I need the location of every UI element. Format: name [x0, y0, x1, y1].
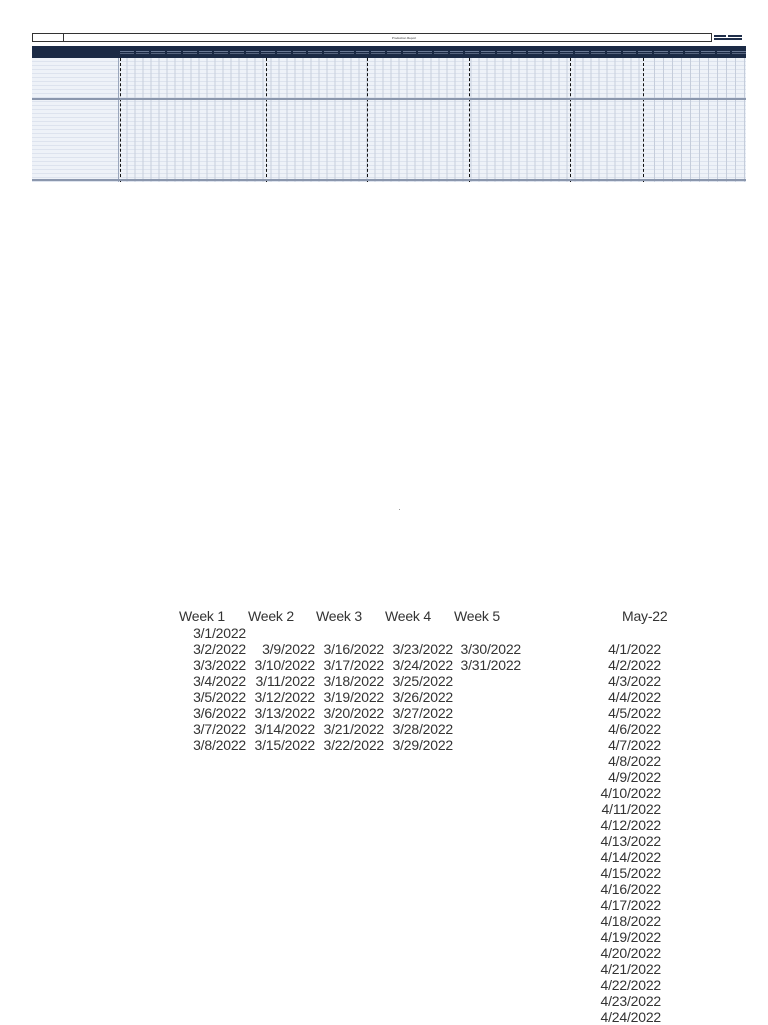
week-date-cell: 3/10/2022 [254, 657, 315, 673]
week-divider [570, 58, 571, 182]
month-date-cell: 4/23/2022 [600, 993, 661, 1009]
week-header: Week 2 [248, 608, 295, 624]
sheet-title: Production Report [391, 36, 417, 40]
sheet-title-bar [32, 33, 745, 42]
week-date-cell: 3/8/2022 [193, 737, 246, 753]
week-header: Week 1 [179, 608, 226, 624]
week-date-cell: 3/12/2022 [254, 689, 315, 705]
week-date-cell: 3/18/2022 [323, 673, 384, 689]
sheet-summary-columns [646, 58, 746, 182]
week-date-cell: 3/6/2022 [193, 705, 246, 721]
sheet-band-row [32, 98, 746, 100]
week-date-cell: 3/17/2022 [323, 657, 384, 673]
week-date-cell: 3/24/2022 [392, 657, 453, 673]
month-date-cell: 4/22/2022 [600, 977, 661, 993]
sheet-column-headers [120, 50, 746, 56]
week-date-cell: 3/1/2022 [193, 625, 246, 641]
month-date-cell: 4/8/2022 [608, 753, 661, 769]
week-date-cell: 3/26/2022 [392, 689, 453, 705]
month-date-cell: 4/1/2022 [608, 641, 661, 657]
sheet-title-left-cell [33, 34, 64, 41]
sheet-row-labels [32, 58, 119, 182]
month-date-cell: 4/20/2022 [600, 945, 661, 961]
month-date-cell: 4/12/2022 [600, 817, 661, 833]
month-header: May-22 [622, 608, 668, 624]
month-date-cell: 4/6/2022 [608, 721, 661, 737]
week-divider [643, 58, 644, 182]
week-divider [266, 58, 267, 182]
week-date-cell: 3/7/2022 [193, 721, 246, 737]
month-date-cell: 4/5/2022 [608, 705, 661, 721]
week-date-cell: 3/11/2022 [255, 673, 315, 689]
sheet-band-row [32, 179, 746, 181]
month-date-cell: 4/3/2022 [608, 673, 661, 689]
spreadsheet-thumbnail [32, 33, 746, 183]
week-date-cell: 3/21/2022 [323, 721, 384, 737]
sheet-number-cells [120, 58, 646, 182]
month-date-cell: 4/14/2022 [600, 849, 661, 865]
week-date-cell: 3/23/2022 [392, 641, 453, 657]
week-header: Week 3 [316, 608, 363, 624]
week-divider [120, 58, 121, 182]
stray-mark [399, 509, 400, 510]
month-date-cell: 4/15/2022 [600, 865, 661, 881]
week-date-cell: 3/30/2022 [460, 641, 521, 657]
week-date-cell: 3/19/2022 [323, 689, 384, 705]
month-date-cell: 4/17/2022 [600, 897, 661, 913]
week-date-cell: 3/4/2022 [193, 673, 246, 689]
week-date-cell: 3/5/2022 [193, 689, 246, 705]
month-date-cell: 4/11/2022 [601, 801, 661, 817]
week-divider [469, 58, 470, 182]
week-header: Week 4 [385, 608, 432, 624]
week-date-cell: 3/25/2022 [392, 673, 453, 689]
month-date-cell: 4/21/2022 [600, 961, 661, 977]
week-date-cell: 3/13/2022 [254, 705, 315, 721]
week-date-cell: 3/31/2022 [460, 657, 521, 673]
month-date-cell: 4/2/2022 [608, 657, 661, 673]
month-date-cell: 4/19/2022 [600, 929, 661, 945]
month-date-cell: 4/24/2022 [600, 1009, 661, 1025]
week-header: Week 5 [454, 608, 501, 624]
week-date-cell: 3/14/2022 [254, 721, 315, 737]
week-date-cell: 3/27/2022 [392, 705, 453, 721]
week-date-cell: 3/22/2022 [323, 737, 384, 753]
week-divider [367, 58, 368, 182]
month-date-cell: 4/4/2022 [608, 689, 661, 705]
month-date-cell: 4/10/2022 [600, 785, 661, 801]
week-date-cell: 3/28/2022 [392, 721, 453, 737]
sheet-summary-box [711, 33, 746, 42]
week-date-cell: 3/9/2022 [262, 641, 315, 657]
month-date-cell: 4/9/2022 [608, 769, 661, 785]
week-date-cell: 3/29/2022 [392, 737, 453, 753]
month-date-cell: 4/16/2022 [600, 881, 661, 897]
week-date-cell: 3/16/2022 [323, 641, 384, 657]
week-date-cell: 3/15/2022 [254, 737, 315, 753]
sheet-header-band [32, 46, 746, 58]
week-date-cell: 3/2/2022 [193, 641, 246, 657]
month-date-cell: 4/18/2022 [600, 913, 661, 929]
week-date-cell: 3/3/2022 [193, 657, 246, 673]
week-date-cell: 3/20/2022 [323, 705, 384, 721]
sheet-grid [32, 58, 746, 182]
month-date-cell: 4/13/2022 [600, 833, 661, 849]
month-date-cell: 4/7/2022 [608, 737, 661, 753]
